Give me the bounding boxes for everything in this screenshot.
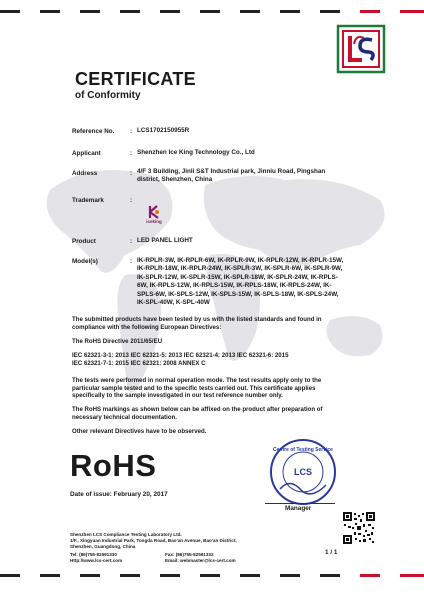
footer-fax: Fax: (86)755-82591332	[165, 552, 214, 557]
test-note: The tests were performed in normal operation mode. The test results apply only to the particular sample tested and to the specific tests carried out. This certificate applies specifically to the sample investigated in our test reference number only.	[72, 377, 322, 400]
lcs-logo	[336, 24, 386, 74]
compliance-statement: The submitted products have been tested by us with the listed standards and found in compliance with the following European Directives:	[72, 316, 322, 331]
address-value: 4/F 3 Building, Jinli S&T Industrial park, Jinniu Road, Pingshan district, Shenzhen, China	[137, 168, 326, 184]
models-value: IK-RPLR-3W, IK-RPLR-6W, IK-RPLR-9W, IK-RPLR-12W, IK-RPLR-15W, IK-RPLR-18W, IK-RPLR-24W, IK-SPLR-3W, IK-SPLR-6W, IK-SPLR-9W, IK-SPLR-12W, IK-SPLR-15W, IK-SPLR-18W, IK-SPLR-24W, IK-RPLS-6W, IK-RPLS-12W, IK-RPLS-15W, IK-RPLS-18W, IK-RPLS-24W, IK-SPLS-6W, IK-SPLS-12W, IK-SPLS-15W, IK-SPLS-18W, IK-SPLS-24W, IK-SPL-40W, K-SPL-40W	[137, 257, 344, 307]
reference-label: Reference No.	[72, 128, 115, 135]
product-colon: :	[130, 238, 133, 245]
seal-text: Centre of Testing Service	[273, 447, 333, 453]
footer-lab-name: Shenzhen LCS Compliance Testing Laboratory Ltd.	[70, 532, 182, 537]
iceking-emblem-icon	[147, 205, 161, 219]
signature-line	[265, 503, 335, 504]
footer-web: Http://www.lcs-cert.com	[70, 558, 123, 563]
bottom-color-bar	[0, 574, 424, 577]
applicant-label: Applicant	[72, 150, 101, 157]
trademark-label: Trademark	[72, 197, 104, 204]
directive-name: The RoHS Directive 2011/65/EU	[72, 338, 163, 345]
page-number: 1 / 1	[325, 549, 338, 556]
address-colon: :	[130, 170, 133, 177]
marking-note: The RoHS markings as shown below can be affixed on the product after preparation of necessary technical documentation.	[72, 406, 323, 421]
certificate-title: CERTIFICATE	[75, 69, 196, 89]
trademark-colon: :	[130, 197, 133, 204]
directives-note: Other relevant Directives have to be observed.	[72, 428, 207, 435]
reference-value: LCS1702150955R	[137, 127, 190, 134]
footer-city: Shenzhen, Guangdong, China	[70, 544, 136, 550]
footer-address-line: 1/F., Xingyuan Industrial Park, Tongda Road, Bao'an Avenue, Bao'an District,	[70, 538, 237, 544]
signature-title: Manager	[285, 505, 312, 512]
footer-address	[70, 532, 300, 550]
seal-code: LCS	[294, 467, 312, 477]
date-of-issue: Date of issue: February 20, 2017	[70, 491, 168, 498]
models-colon: :	[130, 258, 133, 265]
models-label: Model(s)	[72, 258, 98, 265]
qr-code	[343, 512, 375, 544]
trademark-text: iceking	[146, 219, 162, 224]
trademark-logo	[140, 205, 168, 224]
product-label: Product	[72, 238, 96, 245]
reference-colon: :	[130, 128, 133, 135]
footer-tel: Tel: (86)755-82591330	[70, 552, 117, 557]
official-seal	[268, 437, 338, 507]
product-value: LED PANEL LIGHT	[137, 237, 193, 244]
applicant-colon: :	[130, 150, 133, 157]
top-color-bar	[0, 10, 424, 13]
address-label: Address	[72, 170, 98, 177]
footer-email: Email: webmaster@lcs-cert.com	[165, 558, 236, 563]
certificate-subtitle: of Conformity	[75, 90, 141, 101]
standards-line-2: IEC 62321-7-1: 2015 IEC 62321: 2008 ANNEX C	[72, 360, 206, 367]
rohs-mark: RoHS	[70, 448, 157, 483]
applicant-value: Shenzhen Ice King Technology Co., Ltd	[137, 149, 255, 156]
standards-line-1: IEC 62321-3-1: 2013 IEC 62321-5: 2013 IEC 62321-4: 2013 IEC 62321-6: 2015	[72, 352, 289, 359]
